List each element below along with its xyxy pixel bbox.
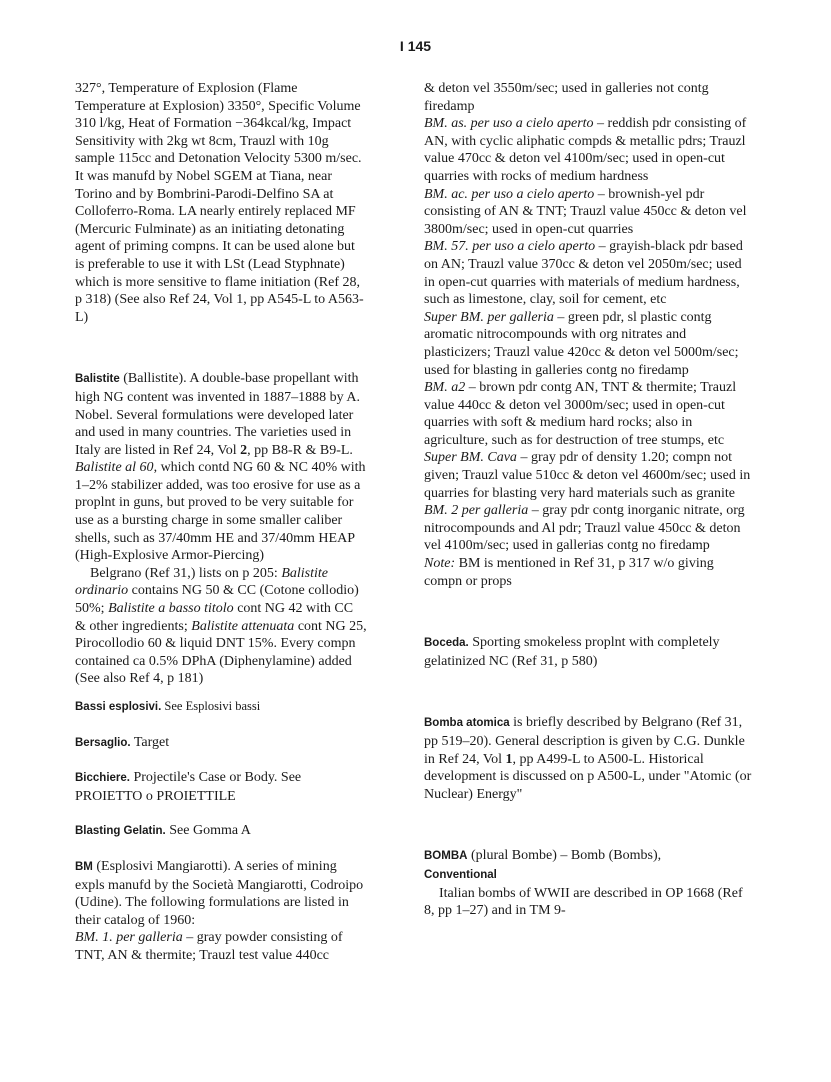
belgrano-paragraph: Belgrano (Ref 31,) lists on p 205: Balistite ordinario contains NG 50 & CC (Cotone collodio) 50%; Balistite a basso titolo cont NG 42 with CC & other ingredients; Balistite attenuata cont NG 25, Pirocollodio 60 & liquid DNT 15%. Every compn contained ca 0.5% DPhA (Diphenylamine) added (See also Ref 4, p 181) xyxy=(75,565,367,687)
bm-formulation: BM. 1. per galleria – gray powder consisting of TNT, AN & thermite; Trauzl test value 440cc xyxy=(75,930,343,963)
bm-formulation: Super BM. per galleria – green pdr, sl plastic contg aromatic nitrocompounds with org nitrates and plasticizers; Trauzl value 420cc & deton vel 5000m/sec; used for blasting in galleries contg no firedamp xyxy=(424,309,739,378)
bm-formulation: BM. 57. per uso a cielo aperto – grayish-black pdr based on AN; Trauzl value 370cc & deton vel 2050m/sec; used in open-cut quarries with materials of medium hardness, such as limestone, clay, soil for cement, etc xyxy=(424,239,743,308)
bm-formulation: BM. 2 per galleria – gray pdr contg inorganic nitrate, org nitrocompounds and Al pdr; Trauzl value 450cc & deton vel 4100m/sec; used in gallerias contg no firedamp xyxy=(424,503,745,554)
bersaglio-entry: Bersaglio. Target xyxy=(75,734,170,750)
entry-term: Balistite xyxy=(75,373,120,386)
bassi-esplosivi-entry: Bassi esplosivi. See Esplosivi bassi xyxy=(75,699,261,713)
bm-note: Note: BM is mentioned in Ref 31, p 317 w/o giving compn or props xyxy=(424,556,714,589)
bm-formulation: Super BM. Cava – gray pdr of density 1.20; compn not given; Trauzl value 510cc & deton vel 4600m/sec; used in quarries for blasting very hard materials such as granite xyxy=(424,450,751,501)
bm-entry: BM (Esplosivi Mangiarotti). A series of mining expls manufd by the Società Mangiarotti, Codroipo (Udine). The following formulations are listed in their catalog of 1960: xyxy=(75,858,364,928)
bomba-atomica-entry: Bomba atomica is briefly described by Belgrano (Ref 31, pp 519–20). General description is given by C.G. Dunkle in Ref 24, Vol 1, pp A499-L to A500-L. Historical development is discussed on p A500-L, under "Atomic (or Nuclear) Energy" xyxy=(424,715,752,802)
left-column xyxy=(75,80,367,965)
continuation-paragraph: & deton vel 3550m/sec; used in galleries not contg firedamp xyxy=(424,81,709,114)
bm-formulation: BM. ac. per uso a cielo aperto – brownish-yel pdr consisting of AN & TNT; Trauzl value 450cc & deton vel 3800m/sec; used in open-cut quarries xyxy=(424,186,747,237)
italian-bombs-paragraph: Italian bombs of WWII are described in OP 1668 (Ref 8, pp 1–27) and in TM 9- xyxy=(424,885,743,919)
blasting-gelatin-entry: Blasting Gelatin. See Gomma A xyxy=(75,823,251,839)
bm-formulation: BM. a2 – brown pdr contg AN, TNT & thermite; Trauzl value 440cc & deton vel 3000m/sec; used in open-cut quarries with soft & medium hard rocks; also in agriculture, such as for destruction of tree stumps, etc xyxy=(424,380,737,448)
lead-azide-paragraph: 327°, Temperature of Explosion (Flame Temperature at Explosion) 3350°, Specific Volume 310 l/kg, Heat of Formation −364kcal/kg, Impact Sensitivity with 2kg wt 8cm, Trauzl with 10g sample 115cc and Detonation Velocity 5300 m/sec. It was manufd by Nobel SGEM at Tiana, near Torino and by Bombrini-Parodi-Delfino SA at Colloferro-Roma. LA nearly entirely replaced MF (Mercuric Fulminate) as an initiating detonating agent of priming compns. It can be used alone but is preferable to use it with LSt (Lead Styphnate) which is more sensitive to flame initiation (Ref 28, p 318) (See also Ref 24, Vol 1, pp A545-L to A563-L) xyxy=(75,81,364,325)
balistite-entry: Balistite (Ballistite). A double-base propellant with high NG content was invented in 1887–1888 by A. Nobel. Several formulations were developed later and used in many countries. The varieties used in Italy are listed in Ref 24, Vol 2, pp B8-R & B9-L. Balistite al 60, which contd NG 60 & NC 40% with 1–2% stabilizer added, was too erosive for use as a proplnt in guns, but proved to be very suitable for use as a bursting charge in some smaller caliber shells, such as 37/40mm HE and 37/40mm HEAP (High-Explosive Armor-Piercing) xyxy=(75,371,366,564)
bicchiere-entry: Bicchiere. Projectile's Case or Body. See PROIETTO o PROIETTILE xyxy=(75,770,302,804)
bm-formulation: BM. as. per uso a cielo aperto – reddish pdr consisting of AN, with cyclic aliphatic compds & metallic pdrs; Trauzl value 470cc & deton vel 4100m/sec; used in open-cut quarries with rocks of medium hardness xyxy=(424,116,747,184)
bomba-entry: BOMBA (plural Bombe) – Bomb (Bombs), Conventional xyxy=(424,848,662,881)
page-number: I 145 xyxy=(399,38,432,54)
right-column xyxy=(424,80,754,920)
boceda-entry: Boceda. Sporting smokeless proplnt with completely gelatinized NC (Ref 31, p 580) xyxy=(424,635,720,669)
bm-formulation-list xyxy=(424,115,754,555)
